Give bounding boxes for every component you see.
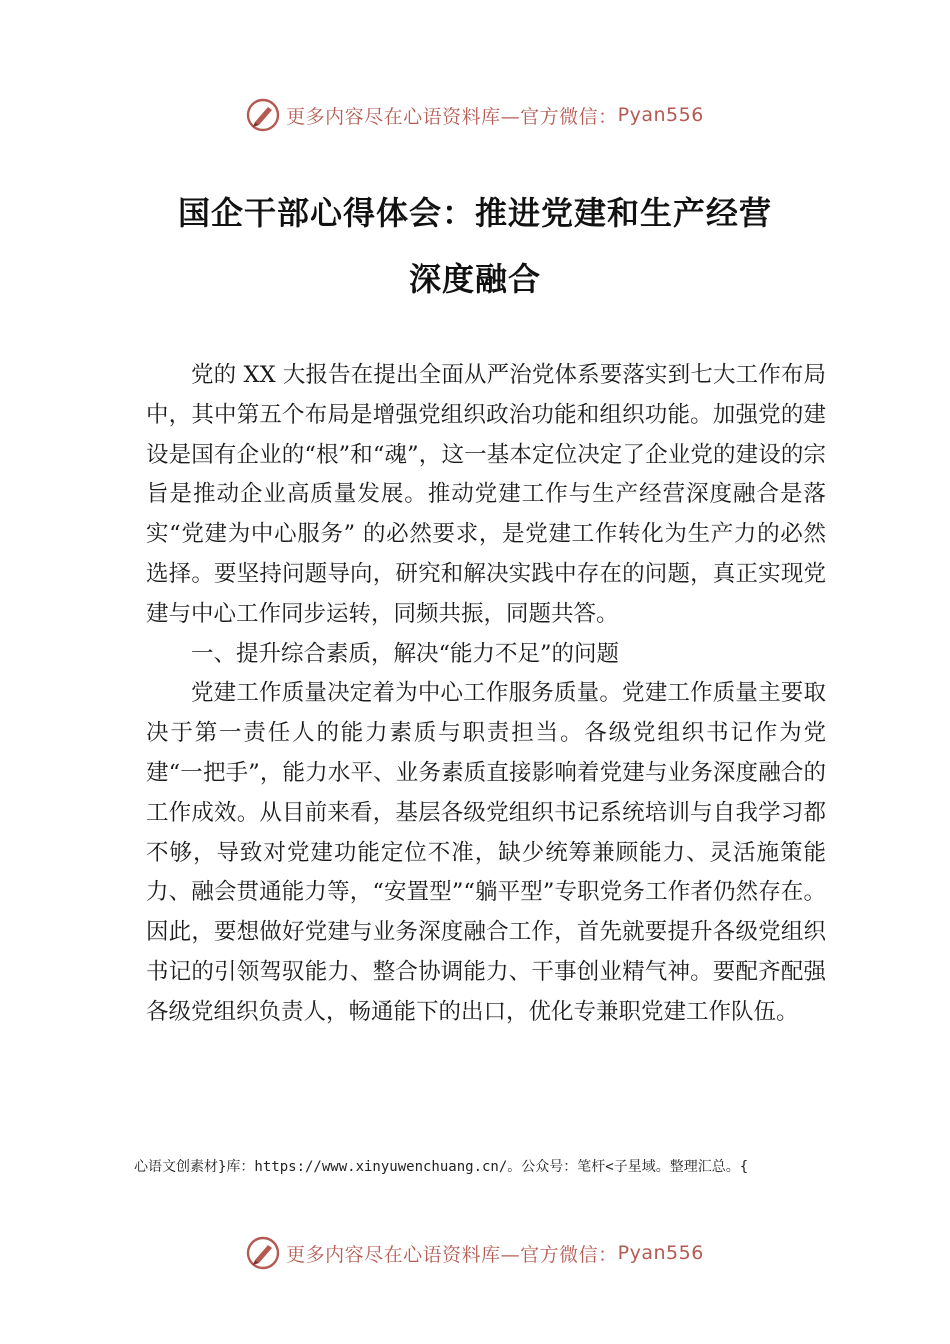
paragraph-section-1: 党建工作质量决定着为中心工作服务质量。党建工作质量主要取决于第一责任人的能力素质与职责担当。各级党组织书记作为党建“一把手”，能力水平、业务素质直接影响着党建与业务深度融合的工作成效。从目前来看，基层各级党组织书记系统培训与自我学习都不够，导致对党建功能定位不准，缺少统筹兼顾能力、灵活施策能力、融会贯通能力等，“安置型”“躺平型”专职党务工作者仍然存在。因此，要想做好党建与业务深度融合工作，首先就要提升各级党组织书记的引领驾驭能力、整合协调能力、干事创业精气神。要配齐配强各级党组织负责人，畅通能下的出口，优化专兼职党建工作队伍。	[146, 680, 826, 1025]
banner-wechat-id: Pyan556	[617, 1242, 704, 1264]
footer-watermark-banner	[0, 1233, 950, 1273]
banner-wechat-id: Pyan556	[617, 104, 704, 126]
paragraph-intro: 党的 XX 大报告在提出全面从严治党体系要落实到七大工作布局中，其中第五个布局是增强党组织政治功能和组织功能。加强党的建设是国有企业的“根”和“魂”，这一基本定位决定了企业党的建设的宗旨是推动企业高质量发展。推动党建工作与生产经营深度融合是落实“党建为中心服务” 的必然要求，是党建工作转化为生产力的必然选择。要坚持问题导向，研究和解决实践中存在的问题，真正实现党建与中心工作同步运转，同频共振，同题共答。	[146, 362, 826, 627]
document-body	[146, 356, 826, 1033]
pen-logo-icon	[246, 98, 280, 132]
banner-text: 更多内容尽在心语资料库—官方微信：	[286, 105, 618, 128]
pen-logo-icon	[246, 1236, 280, 1270]
source-note: 心语文创素材}库：https://www.xinyuwenchuang.cn/。公众号：笔杆<子星域。整理汇总。{	[134, 1159, 749, 1175]
document-title-line-2: 深度融合	[408, 260, 541, 298]
banner-text: 更多内容尽在心语资料库—官方微信：	[286, 1243, 618, 1266]
section-heading: 一、提升综合素质，解决“能力不足”的问题	[191, 640, 620, 667]
header-watermark-banner	[0, 95, 950, 135]
document-title-line-1: 国企干部心得体会：推进党建和生产经营	[177, 194, 772, 232]
